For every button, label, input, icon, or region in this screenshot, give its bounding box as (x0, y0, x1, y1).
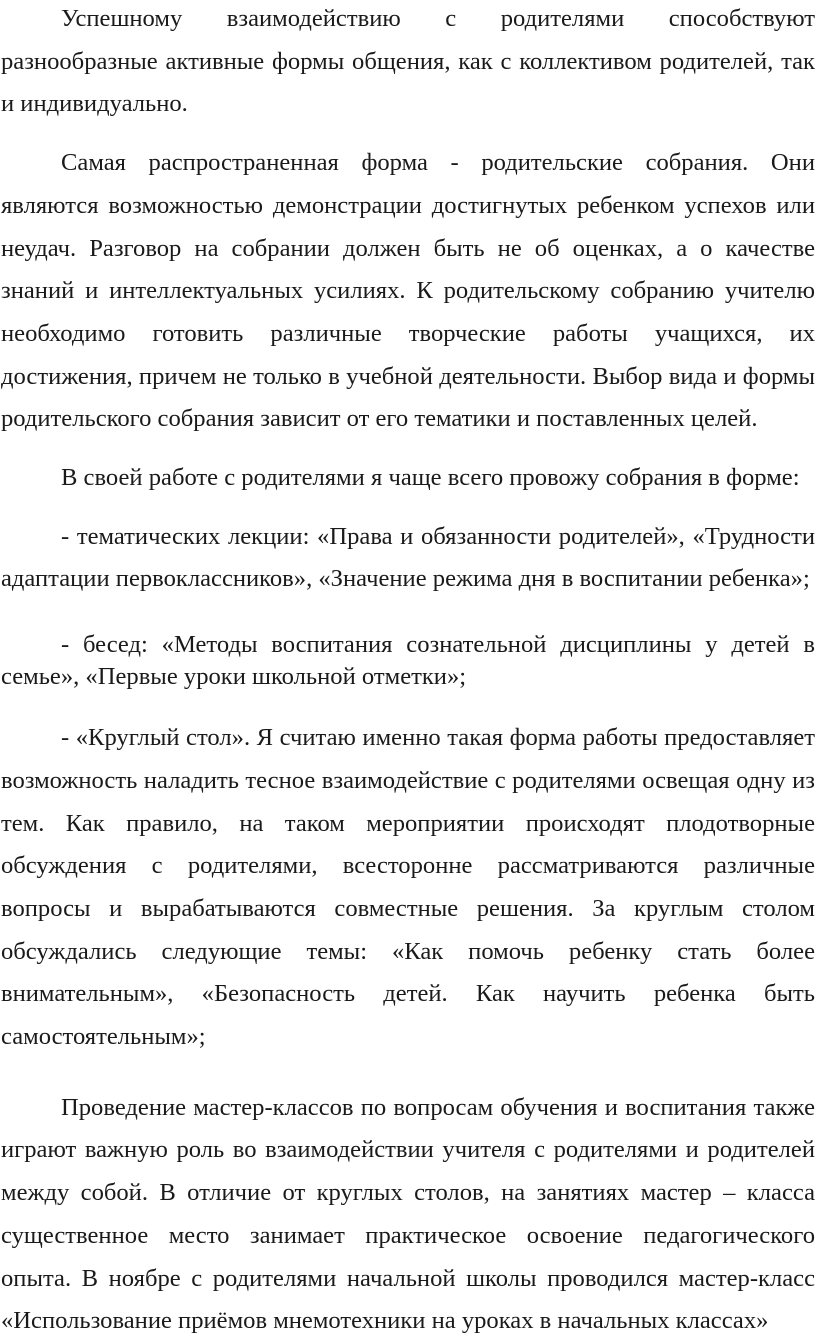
document-page (1, 0, 815, 1343)
paragraph-2: Самая распространенная форма - родительские собрания. Они являются возможностью демонстрации достигнутых ребенком успехов или неудач. Разговор на собрании должен быть не об оценках, а о качестве знаний и интеллектуальных усилиях. К родительскому собранию учителю необходимо готовить различные творческие работы учащихся, их достижения, причем не только в учебной деятельности. Выбор вида и формы родительского собрания зависит от его тематики и поставленных целей. (1, 149, 815, 433)
list-item-lectures: - тематических лекции: «Права и обязанности родителей», «Трудности адаптации первоклассников», «Значение режима дня в воспитании ребенка»; (1, 522, 815, 593)
list-item-round-table: - «Круглый стол». Я считаю именно такая форма работы предоставляет возможность наладить тесное взаимодействие с родителями освещая одну из тем. Как правило, на таком мероприятии происходят плодотворные обсуждения с родителями, всесторонне рассматриваются различные вопросы и вырабатываются совместные решения. За круглым столом обсуждались следующие темы: «Как помочь ребенку стать более внимательным», «Безопасность детей. Как научить ребенка быть самостоятельным»; (1, 724, 815, 1051)
paragraph-3: В своей работе с родителями я чаще всего провожу собрания в форме: (61, 464, 800, 492)
paragraph-master-classes: Проведение мастер-классов по вопросам обучения и воспитания также играют важную роль во взаимодействии учителя с родителями и родителей между собой. В отличие от круглых столов, на занятиях мастер – класса существенное место занимает практическое освоение педагогического опыта. В ноябре с родителями начальной школы проводился мастер-класс «Использование приёмов мнемотехники на уроках в начальных классах» (1, 1093, 815, 1335)
list-item-conversations: - бесед: «Методы воспитания сознательной дисциплины у детей в семье», «Первые уроки школьной отметки»; (1, 631, 815, 691)
paragraph-1: Успешному взаимодействию с родителями способствуют разнообразные активные формы общения, как с коллективом родителей, так и индивидуально. (1, 5, 815, 118)
